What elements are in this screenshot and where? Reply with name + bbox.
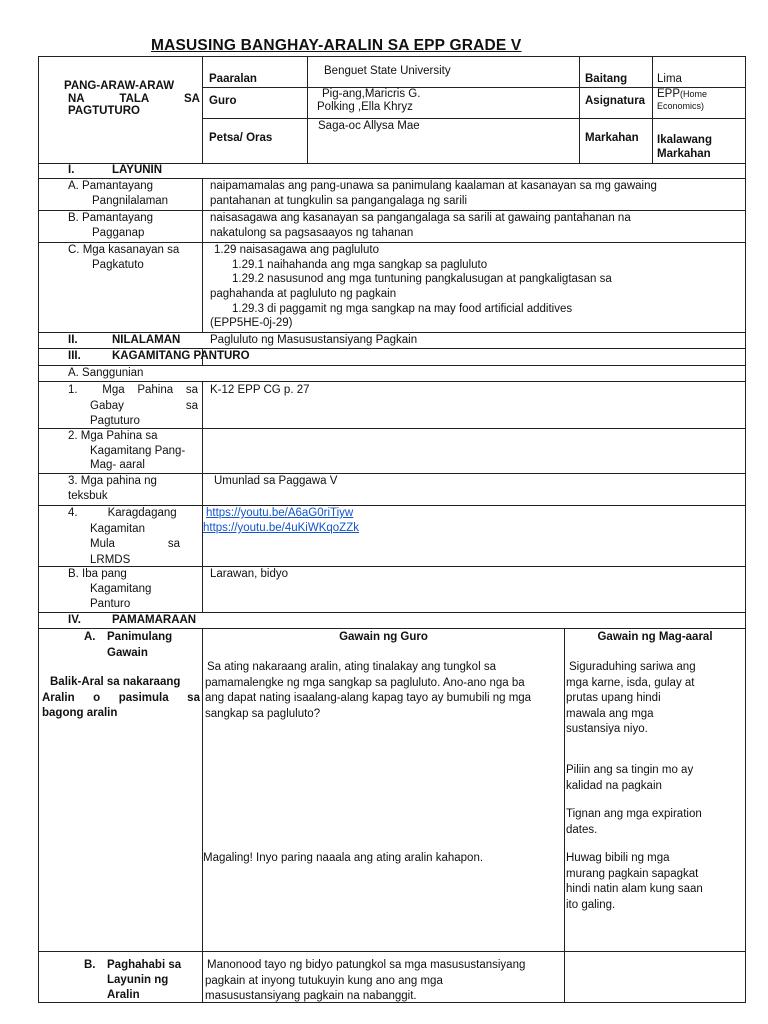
tala-label-line2: NA TALA SA [68, 93, 200, 105]
youtube-link-1[interactable]: https://youtu.be/A6aG0riTiyw [206, 507, 354, 519]
gawain-guro-header: Gawain ng Guro [339, 631, 428, 643]
paghahabi-letter: B. [84, 959, 96, 971]
kasanayan-label: C. Mga kasanayan sa [68, 244, 180, 256]
layunin-heading: LAYUNIN [112, 164, 163, 176]
iba-pang-kagamitan-label-3: Panturo [90, 598, 131, 610]
teksbuk-label-2: teksbuk [68, 490, 108, 502]
paghahabi-text: Manonood tayo ng bidyo patungkol sa mga masusustansiyang pagkain at inyong tutukuyin kung ano ang mga masusustansiyang pagkain na nabanggit. [205, 959, 526, 1002]
guro-balik-aral-question: Sa ating nakaraang aralin, ating tinalakay ang tungkol sa pamamalengke ng mga sangkap sa pagluluto. Ano-ano nga ba ang dapat nating isaalang-alang kapag tayo ay bumubili ng mga sangkap sa pagluluto? [205, 661, 532, 720]
markahan-value-line2: Markahan [657, 148, 711, 160]
layunin-num: I. [68, 164, 75, 176]
pamantayang-pangnilalaman-label-2: Pangnilalaman [92, 195, 169, 207]
pamantayang-pagganap-label-2: Pagganap [92, 227, 145, 239]
pamantayang-pangnilalaman-text-2: pantahanan at tungkulin sa pangangalaga ng sarili [210, 195, 468, 207]
kagamitang-mag-aaral-label-2: Kagamitang Pang- [90, 445, 186, 457]
pamantayang-pangnilalaman-label: A. Pamantayang [68, 180, 154, 192]
kagamitan-heading: KAGAMITANG PANTURO [112, 350, 250, 362]
mag-aaral-sagot-2: Piliin ang sa tingin mo ay kalidad na pagkain [566, 764, 694, 792]
kasanayan-text-4: paghahanda at pagluluto ng pagkain [210, 288, 397, 300]
kasanayan-label-2: Pagkatuto [92, 259, 144, 271]
nilalaman-num: II. [68, 334, 78, 346]
paghahabi-label: Paghahabi sa [107, 959, 182, 971]
panimulang-gawain-label-2: Gawain [107, 647, 148, 659]
nilalaman-text: Pagluluto ng Masusustansiyang Pagkain [210, 334, 418, 346]
paghahabi-label-2: Layunin ng [107, 974, 169, 986]
gabay-pagtuturo-label: 1. Mga Pahina sa Gabay sa Pagtuturo [68, 384, 198, 427]
balik-aral-label: Balik-Aral sa nakaraang Aralin o pasimula sa bagong aralin [42, 676, 200, 719]
guro-label: Guro [209, 95, 237, 107]
asignatura-label: Asignatura [585, 95, 646, 107]
mag-aaral-sagot-3: Tignan ang mga expiration dates. [566, 808, 702, 836]
teksbuk-text: Umunlad sa Paggawa V [214, 475, 338, 487]
petsa-value: Saga-oc Allysa Mae [318, 120, 420, 132]
paaralan-value: Benguet State University [324, 65, 451, 77]
gabay-pagtuturo-text: K-12 EPP CG p. 27 [210, 384, 310, 396]
pamamaraan-heading: PAMAMARAAN [112, 614, 197, 626]
kagamitan-num: III. [68, 350, 81, 362]
asignatura-value: EPP(Home Economics) [657, 88, 708, 111]
tala-label-line1: PANG-ARAW-ARAW [64, 80, 175, 92]
kasanayan-text-2: 1.29.1 naihahanda ang mga sangkap sa pagluluto [232, 259, 488, 271]
kasanayan-text-1: 1.29 naisasagawa ang pagluluto [214, 244, 379, 256]
pamantayang-pagganap-text: naisasagawa ang kasanayan sa pangangalaga sa sarili at gawaing pantahanan na [210, 212, 631, 224]
iba-pang-kagamitan-label-2: Kagamitang [90, 583, 152, 595]
pamantayang-pangnilalaman-text: naipamamalas ang pang-unawa sa panimulang kaalaman at kasanayan sa mg gawaing [210, 180, 657, 192]
guro-balik-aral-praise: Magaling! Inyo paring naaala ang ating aralin kahapon. [203, 852, 484, 864]
iba-pang-kagamitan-text: Larawan, bidyo [210, 568, 288, 580]
petsa-label: Petsa/ Oras [209, 132, 273, 144]
teksbuk-label: 3. Mga pahina ng [68, 475, 157, 487]
pamamaraan-num: IV. [68, 614, 82, 626]
mag-aaral-sagot-4: Huwag bibili ng mga murang pagkain sapagkat hindi natin alam kung saan ito galing. [566, 852, 703, 911]
kagamitang-mag-aaral-label: 2. Mga Pahina sa [68, 430, 158, 442]
kasanayan-text-5: 1.29.3 di paggamit ng mga sangkap na may food artificial additives [232, 303, 573, 315]
baitang-value: Lima [657, 73, 682, 85]
paaralan-label: Paaralan [209, 73, 257, 85]
markahan-label: Markahan [585, 132, 639, 144]
kasanayan-text-6: (EPP5HE-0j-29) [210, 317, 293, 329]
guro-value-line1: Pig-ang,Maricris G. [322, 88, 421, 100]
gawain-mag-aaral-header: Gawain ng Mag-aaral [597, 631, 713, 643]
iba-pang-kagamitan-label: B. Iba pang [68, 568, 127, 580]
sanggunian-label: A. Sanggunian [68, 367, 144, 379]
page-title: MASUSING BANGHAY-ARALIN SA EPP GRADE V [151, 37, 522, 54]
baitang-label: Baitang [585, 73, 628, 85]
mag-aaral-sagot-1: Siguraduhing sariwa ang mga karne, isda, gulay at prutas upang hindi mawala ang mga sustansiya niyo. [566, 661, 696, 735]
nilalaman-heading: NILALAMAN [112, 334, 181, 346]
tala-label-line3: PAGTUTURO [68, 105, 140, 117]
panimulang-gawain-label: Panimulang [107, 631, 173, 643]
pamantayang-pagganap-label: B. Pamantayang [68, 212, 154, 224]
panimulang-gawain-letter: A. [84, 631, 96, 643]
kagamitang-mag-aaral-label-3: Mag- aaral [90, 459, 145, 471]
kasanayan-text-3: 1.29.2 nasusunod ang mga tuntuning pangkalusugan at pangkaligtasan sa [232, 273, 612, 285]
guro-value-line2: Polking ,Ella Khryz [317, 101, 413, 113]
youtube-link-2[interactable]: https://youtu.be/4uKiWKqoZZk [203, 522, 359, 534]
pamantayang-pagganap-text-2: nakatulong sa pagsasaayos ng tahanan [210, 227, 414, 239]
lrmds-label: 4. Karagdagang Kagamitan Mula sa LRMDS [68, 507, 180, 566]
markahan-value-line1: Ikalawang [657, 134, 712, 146]
paghahabi-label-3: Aralin [107, 989, 140, 1001]
